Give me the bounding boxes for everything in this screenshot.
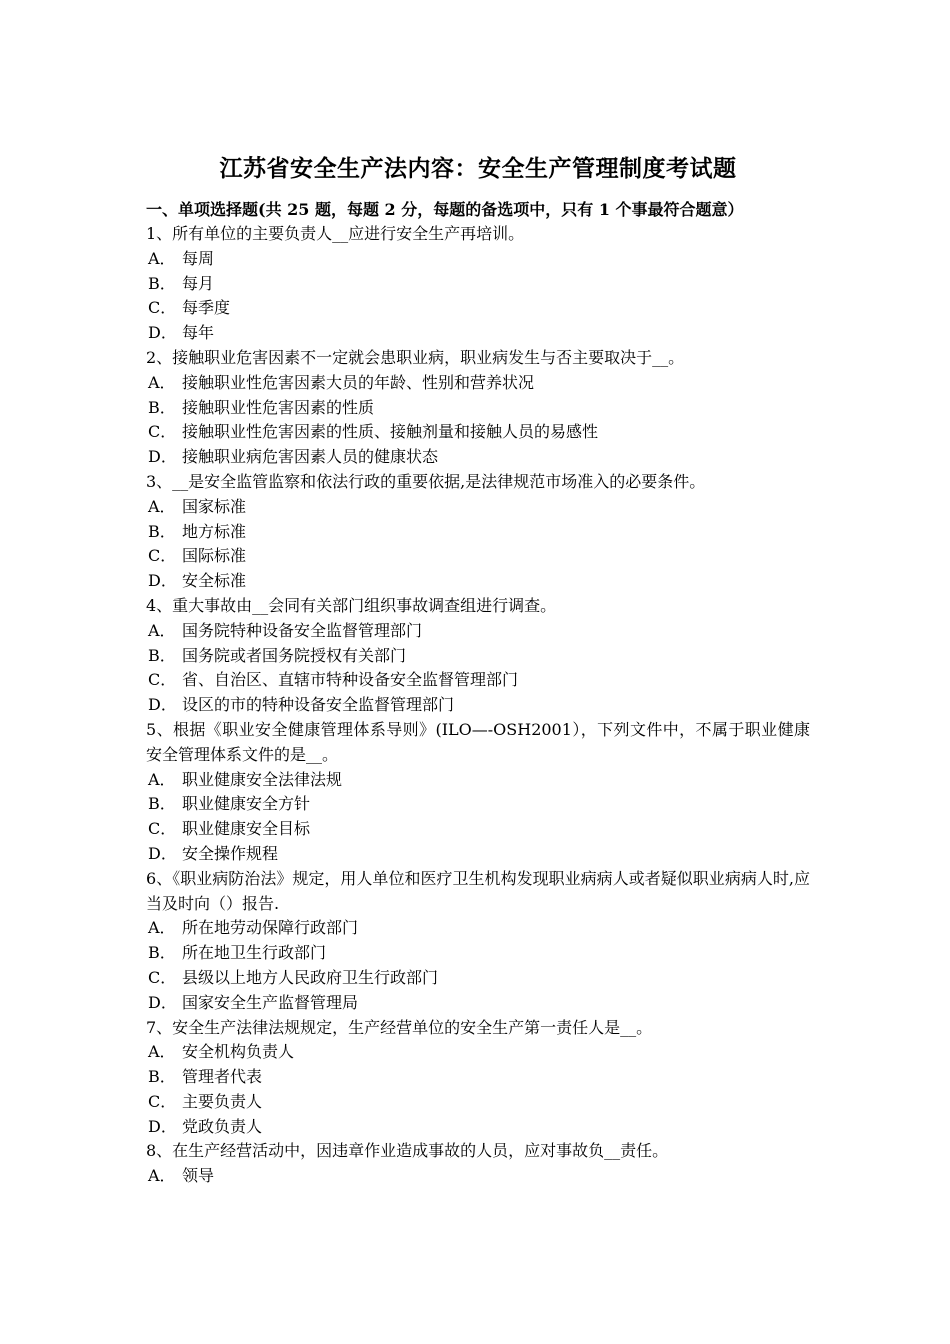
option-text: 接触职业性危害因素的性质	[182, 397, 375, 417]
answer-option	[146, 916, 810, 941]
answer-option	[146, 644, 810, 669]
option-text: 党政负责人	[182, 1116, 263, 1136]
option-text: 地方标准	[182, 521, 247, 541]
answer-option	[146, 966, 810, 991]
answer-option	[146, 1115, 810, 1140]
option-text: 国家安全生产监督管理局	[182, 992, 359, 1012]
option-letter: C．	[148, 1091, 177, 1111]
option-letter: C．	[148, 670, 177, 690]
option-letter: A．	[148, 248, 176, 268]
option-letter: D．	[148, 843, 177, 863]
option-letter: B．	[148, 794, 176, 814]
option-letter: B．	[148, 645, 176, 665]
option-text: 领导	[182, 1166, 215, 1186]
answer-option	[146, 1040, 810, 1065]
option-text: 安全机构负责人	[182, 1042, 295, 1062]
option-text: 国家标准	[182, 496, 247, 516]
option-text: 管理者代表	[182, 1067, 263, 1087]
answer-option	[146, 941, 810, 966]
option-letter: C．	[148, 967, 177, 987]
answer-option	[146, 1065, 810, 1090]
option-text: 每月	[182, 273, 215, 293]
option-letter: B．	[148, 397, 176, 417]
question-list	[146, 222, 810, 1189]
answer-option	[146, 619, 810, 644]
question-stem: 5、根据《职业安全健康管理体系导则》(ILO—-OSH2001），下列文件中，不属于职业健康安全管理体系文件的是__。	[146, 719, 810, 764]
question-stem: 4、重大事故由__会同有关部门组织事故调查组进行调查。	[146, 595, 557, 615]
question-stem: 1、所有单位的主要负责人__应进行安全生产再培训。	[146, 224, 525, 243]
answer-option	[146, 495, 810, 520]
answer-option	[146, 520, 810, 545]
answer-option	[146, 445, 810, 470]
answer-option	[146, 321, 810, 346]
answer-option	[146, 792, 810, 817]
option-letter: B．	[148, 943, 176, 963]
option-text: 安全标准	[182, 571, 247, 591]
option-letter: D．	[148, 992, 177, 1012]
answer-option	[146, 396, 810, 421]
option-text: 设区的市的特种设备安全监督管理部门	[182, 695, 455, 715]
option-text: 接触职业病危害因素人员的健康状态	[182, 447, 439, 467]
option-text: 所在地劳动保障行政部门	[182, 918, 359, 938]
option-text: 每季度	[182, 298, 231, 318]
option-letter: A．	[148, 1042, 176, 1062]
answer-option	[146, 991, 810, 1016]
option-text: 国务院或者国务院授权有关部门	[182, 645, 407, 665]
option-letter: D．	[148, 447, 177, 467]
option-text: 国务院特种设备安全监督管理部门	[182, 620, 423, 640]
answer-option	[146, 693, 810, 718]
answer-option	[146, 569, 810, 594]
answer-option	[146, 296, 810, 321]
option-letter: A．	[148, 372, 176, 392]
answer-option	[146, 1090, 810, 1115]
option-text: 国际标准	[182, 546, 247, 566]
answer-option	[146, 842, 810, 867]
answer-option	[146, 247, 810, 272]
option-letter: A．	[148, 769, 176, 789]
option-text: 接触职业性危害因素大员的年龄、性别和营养状况	[182, 372, 535, 392]
option-letter: D．	[148, 571, 177, 591]
option-letter: C．	[148, 298, 177, 318]
question-stem: 8、在生产经营活动中，因违章作业造成事故的人员，应对事故负__责任。	[146, 1141, 669, 1161]
option-letter: C．	[148, 819, 177, 839]
answer-option	[146, 371, 810, 396]
option-text: 接触职业性危害因素的性质、接触剂量和接触人员的易感性	[182, 422, 599, 442]
answer-option	[146, 544, 810, 569]
document-page	[146, 148, 810, 1189]
option-letter: C．	[148, 422, 177, 442]
option-text: 安全操作规程	[182, 843, 279, 863]
section-heading: 一、单项选择题(共 25 题，每题 2 分，每题的备选项中，只有 1 个事最符合题意）	[146, 200, 744, 219]
option-text: 县级以上地方人民政府卫生行政部门	[182, 967, 439, 987]
option-letter: C．	[148, 546, 177, 566]
option-text: 职业健康安全方针	[182, 794, 311, 814]
option-text: 省、自治区、直辖市特种设备安全监督管理部门	[182, 670, 519, 690]
option-letter: B．	[148, 1067, 176, 1087]
answer-option	[146, 768, 810, 793]
option-letter: A．	[148, 496, 176, 516]
option-text: 所在地卫生行政部门	[182, 943, 327, 963]
option-letter: D．	[148, 1116, 177, 1136]
option-letter: A．	[148, 918, 176, 938]
question-stem: 6、《职业病防治法》规定，用人单位和医疗卫生机构发现职业病病人或者疑似职业病病人时,应当及时向（）报告.	[146, 868, 810, 913]
answer-option	[146, 668, 810, 693]
option-text: 职业健康安全目标	[182, 819, 311, 839]
option-letter: D．	[148, 695, 177, 715]
answer-option	[146, 817, 810, 842]
answer-option	[146, 420, 810, 445]
option-letter: A．	[148, 1166, 176, 1186]
option-text: 每年	[182, 323, 215, 343]
question-stem: 7、安全生产法律法规规定，生产经营单位的安全生产第一责任人是__。	[146, 1017, 653, 1037]
option-text: 职业健康安全法律法规	[182, 769, 343, 789]
option-letter: B．	[148, 521, 176, 541]
option-text: 每周	[182, 248, 215, 268]
question-stem: 2、接触职业危害因素不一定就会患职业病，职业病发生与否主要取决于__。	[146, 347, 685, 367]
question-stem: 3、__是安全监管监察和依法行政的重要依据,是法律规范市场准入的必要条件。	[146, 471, 706, 491]
option-letter: B．	[148, 273, 176, 293]
answer-option	[146, 272, 810, 297]
option-letter: D．	[148, 323, 177, 343]
option-letter: A．	[148, 620, 176, 640]
document-title: 江苏省安全生产法内容：安全生产管理制度考试题	[219, 155, 737, 182]
option-text: 主要负责人	[182, 1091, 263, 1111]
answer-option	[146, 1164, 810, 1189]
